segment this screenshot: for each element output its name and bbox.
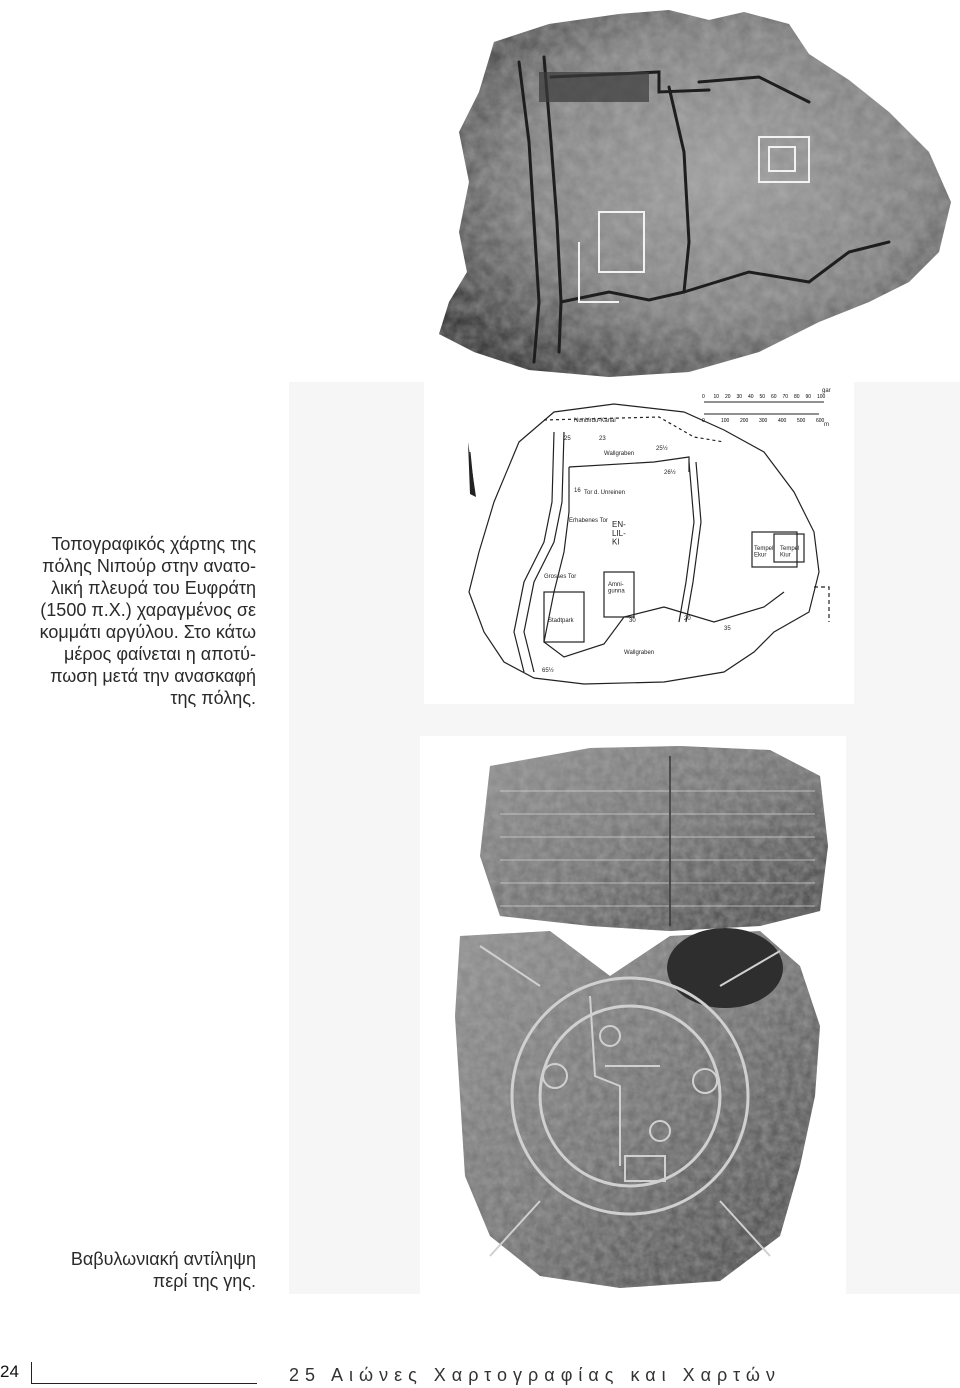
caption-line: Τοπογραφικός χάρτης της	[51, 534, 256, 554]
running-title: 25 Αιώνες Χαρτογραφίας και Χαρτών	[289, 1365, 781, 1385]
label-wallgraben-top: Wallgraben	[604, 451, 635, 457]
label-amnigunna: Amni-gunna	[608, 582, 625, 595]
scale-tick-top: 100	[817, 394, 826, 400]
caption-line: πωση μετά την ανασκαφή	[50, 666, 256, 686]
label-measure-16: 16	[574, 488, 581, 494]
nippur-clay-tablet-photo	[289, 2, 960, 382]
scale-tick-top: 60	[771, 394, 777, 400]
label-measure-26h: 26½	[664, 470, 676, 476]
label-measure-30: 30	[629, 618, 636, 624]
svg-text:m: m	[824, 422, 829, 428]
scale-tick-top: 40	[748, 394, 754, 400]
page-number: 24	[0, 1362, 19, 1381]
scale-tick-top: 50	[759, 394, 766, 400]
label-erhabenes-tor: Erhabenes Tor	[569, 518, 608, 524]
north-arrow-icon	[468, 442, 476, 497]
scale-tick-bottom: 500	[797, 418, 806, 424]
babylonian-world-map-tablet	[420, 736, 846, 1294]
scale-tick-bottom: 100	[721, 418, 730, 424]
scale-tick-top: 80	[794, 394, 800, 400]
caption-line: μέρος φαίνεται η αποτύ-	[64, 644, 256, 664]
label-tor-unreinen: Tor d. Unreinen	[584, 490, 626, 496]
scale-tick-bottom: 400	[778, 418, 787, 424]
label-measure-35: 35	[724, 626, 731, 632]
label-tempel-kiur: Tempel Kiur	[780, 546, 800, 559]
label-wallgraben-bottom: Wallgraben	[624, 650, 655, 656]
label-measure-23: 23	[599, 436, 606, 442]
scale-tick-bottom: 200	[740, 418, 749, 424]
page-footer	[0, 1360, 960, 1388]
caption-nippur-map	[40, 533, 256, 709]
caption-line: Βαβυλωνιακή αντίληψη	[70, 1249, 256, 1269]
label-enlil: EN-LIL-KI	[612, 520, 626, 547]
scale-tick-top: 10	[713, 394, 720, 400]
caption-line: (1500 π.Χ.) χαραγμένος σε	[40, 600, 256, 620]
nippur-excavation-plan	[424, 382, 854, 704]
label-measure-65: 65½	[542, 668, 554, 674]
scale-tick-top: 0	[702, 394, 705, 400]
scale-tick-top: 90	[805, 394, 812, 400]
scale-tick-bottom: 300	[759, 418, 768, 424]
scale-tick-top: 20	[725, 394, 731, 400]
scale-tick-top: 70	[782, 394, 789, 400]
caption-babylonian-map	[71, 1248, 256, 1292]
caption-line: λική πλευρά του Ευφράτη	[51, 578, 256, 598]
scale-tick-bottom: 0	[702, 418, 705, 424]
label-measure-25h: 25½	[656, 446, 668, 452]
label-measure-20: 20	[684, 616, 691, 622]
caption-line: πόλης Νιπούρ στην ανατο-	[42, 556, 256, 576]
label-grosses-tor: Grosses Tor	[544, 574, 577, 580]
caption-line: της πόλης.	[170, 688, 256, 708]
label-measure-25: 25	[564, 436, 571, 442]
svg-text:gar: gar	[822, 388, 831, 394]
label-tempel-ekur: Tempel Ekur	[754, 546, 774, 559]
footer-rule	[31, 1383, 257, 1384]
label-stadtpark: Stadtpark	[548, 618, 574, 624]
caption-line: περί της γης.	[152, 1271, 256, 1291]
caption-line: κομμάτι αργύλου. Στο κάτω	[39, 622, 256, 642]
scale-tick-top: 30	[736, 394, 743, 400]
footer-divider	[31, 1362, 32, 1384]
scale-tick-bottom: 600	[816, 418, 825, 424]
label-nunbirdu: Nunbirdu-Kanal	[574, 418, 616, 424]
